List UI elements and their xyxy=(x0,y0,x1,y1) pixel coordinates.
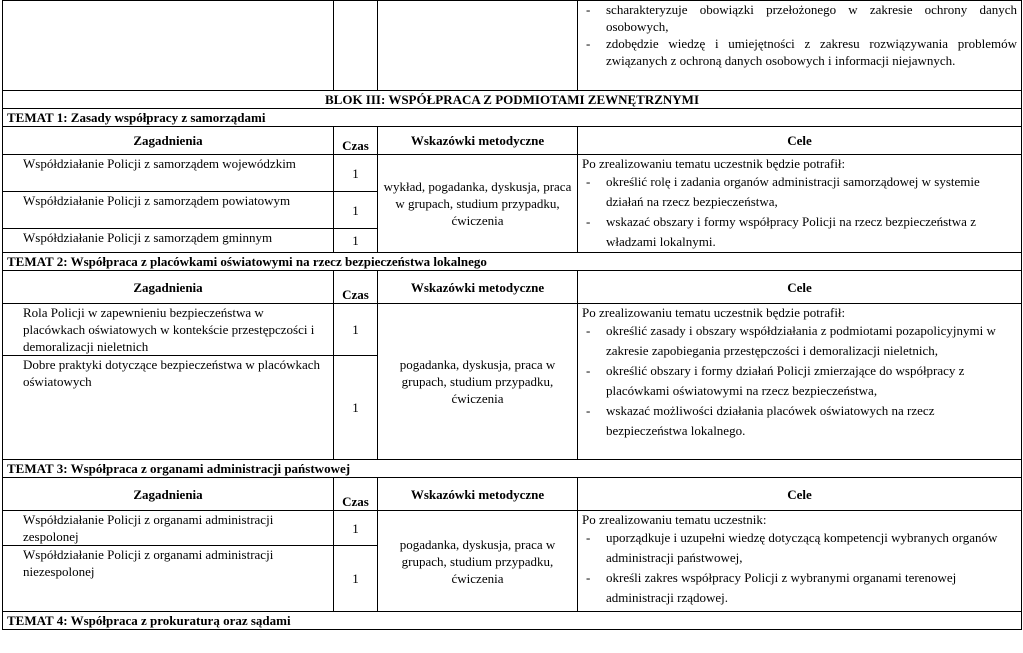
block-title: BLOK III: WSPÓŁPRACA Z PODMIOTAMI ZEWNĘTRZNYMI xyxy=(3,91,1022,109)
goal-item: - uporządkuje i uzupełni wiedzę dotyczącą kompetencji wybranych organów administracji państwowej, xyxy=(582,528,1017,568)
goal-item: - wskazać możliwości działania placówek oświatowych na rzecz bezpieczeństwa lokalnego. xyxy=(582,401,1017,441)
topic-title: TEMAT 4: Współpraca z prokuraturą oraz sądami xyxy=(3,612,1022,630)
header-goals: Cele xyxy=(578,478,1022,511)
goal-item: - zdobędzie wiedzę i umiejętności z zakresu rozwiązywania problemów związanych z ochroną danych osobowych i informacji niejawnych. xyxy=(582,35,1017,69)
curriculum-table xyxy=(2,0,1022,630)
time-cell: 1 xyxy=(334,546,378,612)
table-header-row xyxy=(3,271,1022,304)
goal-item: - określić rolę i zadania organów administracji samorządowej w systemie działań na rzecz bezpieczeństwa, xyxy=(582,172,1017,212)
goal-item: - scharakteryzuje obowiązki przełożonego w zakresie ochrony danych osobowych, xyxy=(582,1,1017,35)
goals-cell xyxy=(578,304,1022,460)
goals-cell xyxy=(578,155,1022,253)
continuation-time-cell xyxy=(334,1,378,91)
table-row xyxy=(3,511,1022,546)
document-page xyxy=(2,0,1021,651)
topic-title: TEMAT 3: Współpraca z organami administracji państwowej xyxy=(3,460,1022,478)
topic-title: TEMAT 2: Współpraca z placówkami oświatowymi na rzecz bezpieczeństwa lokalnego xyxy=(3,253,1022,271)
goal-item: - określi zakres współpracy Policji z wybranymi organami terenowej administracji rządowej. xyxy=(582,568,1017,608)
header-goals: Cele xyxy=(578,127,1022,155)
methods-cell: wykład, pogadanka, dyskusja, praca w grupach, studium przypadku, ćwiczenia xyxy=(378,155,578,253)
table-row xyxy=(3,155,1022,192)
header-time: Czas xyxy=(334,271,378,304)
continuation-issues-cell xyxy=(3,1,334,91)
methods-cell: pogadanka, dyskusja, praca w grupach, studium przypadku, ćwiczenia xyxy=(378,511,578,612)
goal-item: - określić obszary i formy działań Policji zmierzające do współpracy z placówkami oświatowymi na rzecz bezpieczeństwa, xyxy=(582,361,1017,401)
issue-cell: Rola Policji w zapewnieniu bezpieczeństwa w placówkach oświatowych w kontekście przestępczości i demoralizacji nieletnich xyxy=(3,304,334,356)
header-issues: Zagadnienia xyxy=(3,271,334,304)
goals-intro: Po zrealizowaniu tematu uczestnik będzie potrafił: xyxy=(582,156,846,171)
goals-cell xyxy=(578,511,1022,612)
continuation-goals-cell xyxy=(578,1,1022,91)
header-issues: Zagadnienia xyxy=(3,478,334,511)
issue-cell: Współdziałanie Policji z samorządem gminnym xyxy=(3,229,334,253)
goals-intro: Po zrealizowaniu tematu uczestnik będzie potrafił: xyxy=(582,305,846,320)
time-cell: 1 xyxy=(334,155,378,192)
continuation-methods-cell xyxy=(378,1,578,91)
time-cell: 1 xyxy=(334,356,378,460)
time-cell: 1 xyxy=(334,229,378,253)
header-goals: Cele xyxy=(578,271,1022,304)
header-methods: Wskazówki metodyczne xyxy=(378,127,578,155)
issue-cell: Współdziałanie Policji z samorządem wojewódzkim xyxy=(3,155,334,192)
goal-item: - określić zasady i obszary współdziałania z podmiotami pozapolicyjnymi w zakresie zapobiegania przestępczości i demoralizacji nieletnich, xyxy=(582,321,1017,361)
time-cell: 1 xyxy=(334,304,378,356)
goal-item: - wskazać obszary i formy współpracy Policji na rzecz bezpieczeństwa z władzami lokalnymi. xyxy=(582,212,1017,252)
goals-intro: Po zrealizowaniu tematu uczestnik: xyxy=(582,512,767,527)
issue-cell: Współdziałanie Policji z organami administracji niezespolonej xyxy=(3,546,334,612)
methods-cell: pogadanka, dyskusja, praca w grupach, studium przypadku, ćwiczenia xyxy=(378,304,578,460)
table-header-row xyxy=(3,478,1022,511)
header-methods: Wskazówki metodyczne xyxy=(378,271,578,304)
issue-cell: Współdziałanie Policji z organami administracji zespolonej xyxy=(3,511,334,546)
header-methods: Wskazówki metodyczne xyxy=(378,478,578,511)
header-time: Czas xyxy=(334,127,378,155)
header-time: Czas xyxy=(334,478,378,511)
time-cell: 1 xyxy=(334,511,378,546)
table-row xyxy=(3,304,1022,356)
continuation-row xyxy=(3,1,1022,91)
topic-title: TEMAT 1: Zasady współpracy z samorządami xyxy=(3,109,1022,127)
issue-cell: Dobre praktyki dotyczące bezpieczeństwa w placówkach oświatowych xyxy=(3,356,334,460)
time-cell: 1 xyxy=(334,192,378,229)
table-header-row xyxy=(3,127,1022,155)
issue-cell: Współdziałanie Policji z samorządem powiatowym xyxy=(3,192,334,229)
header-issues: Zagadnienia xyxy=(3,127,334,155)
